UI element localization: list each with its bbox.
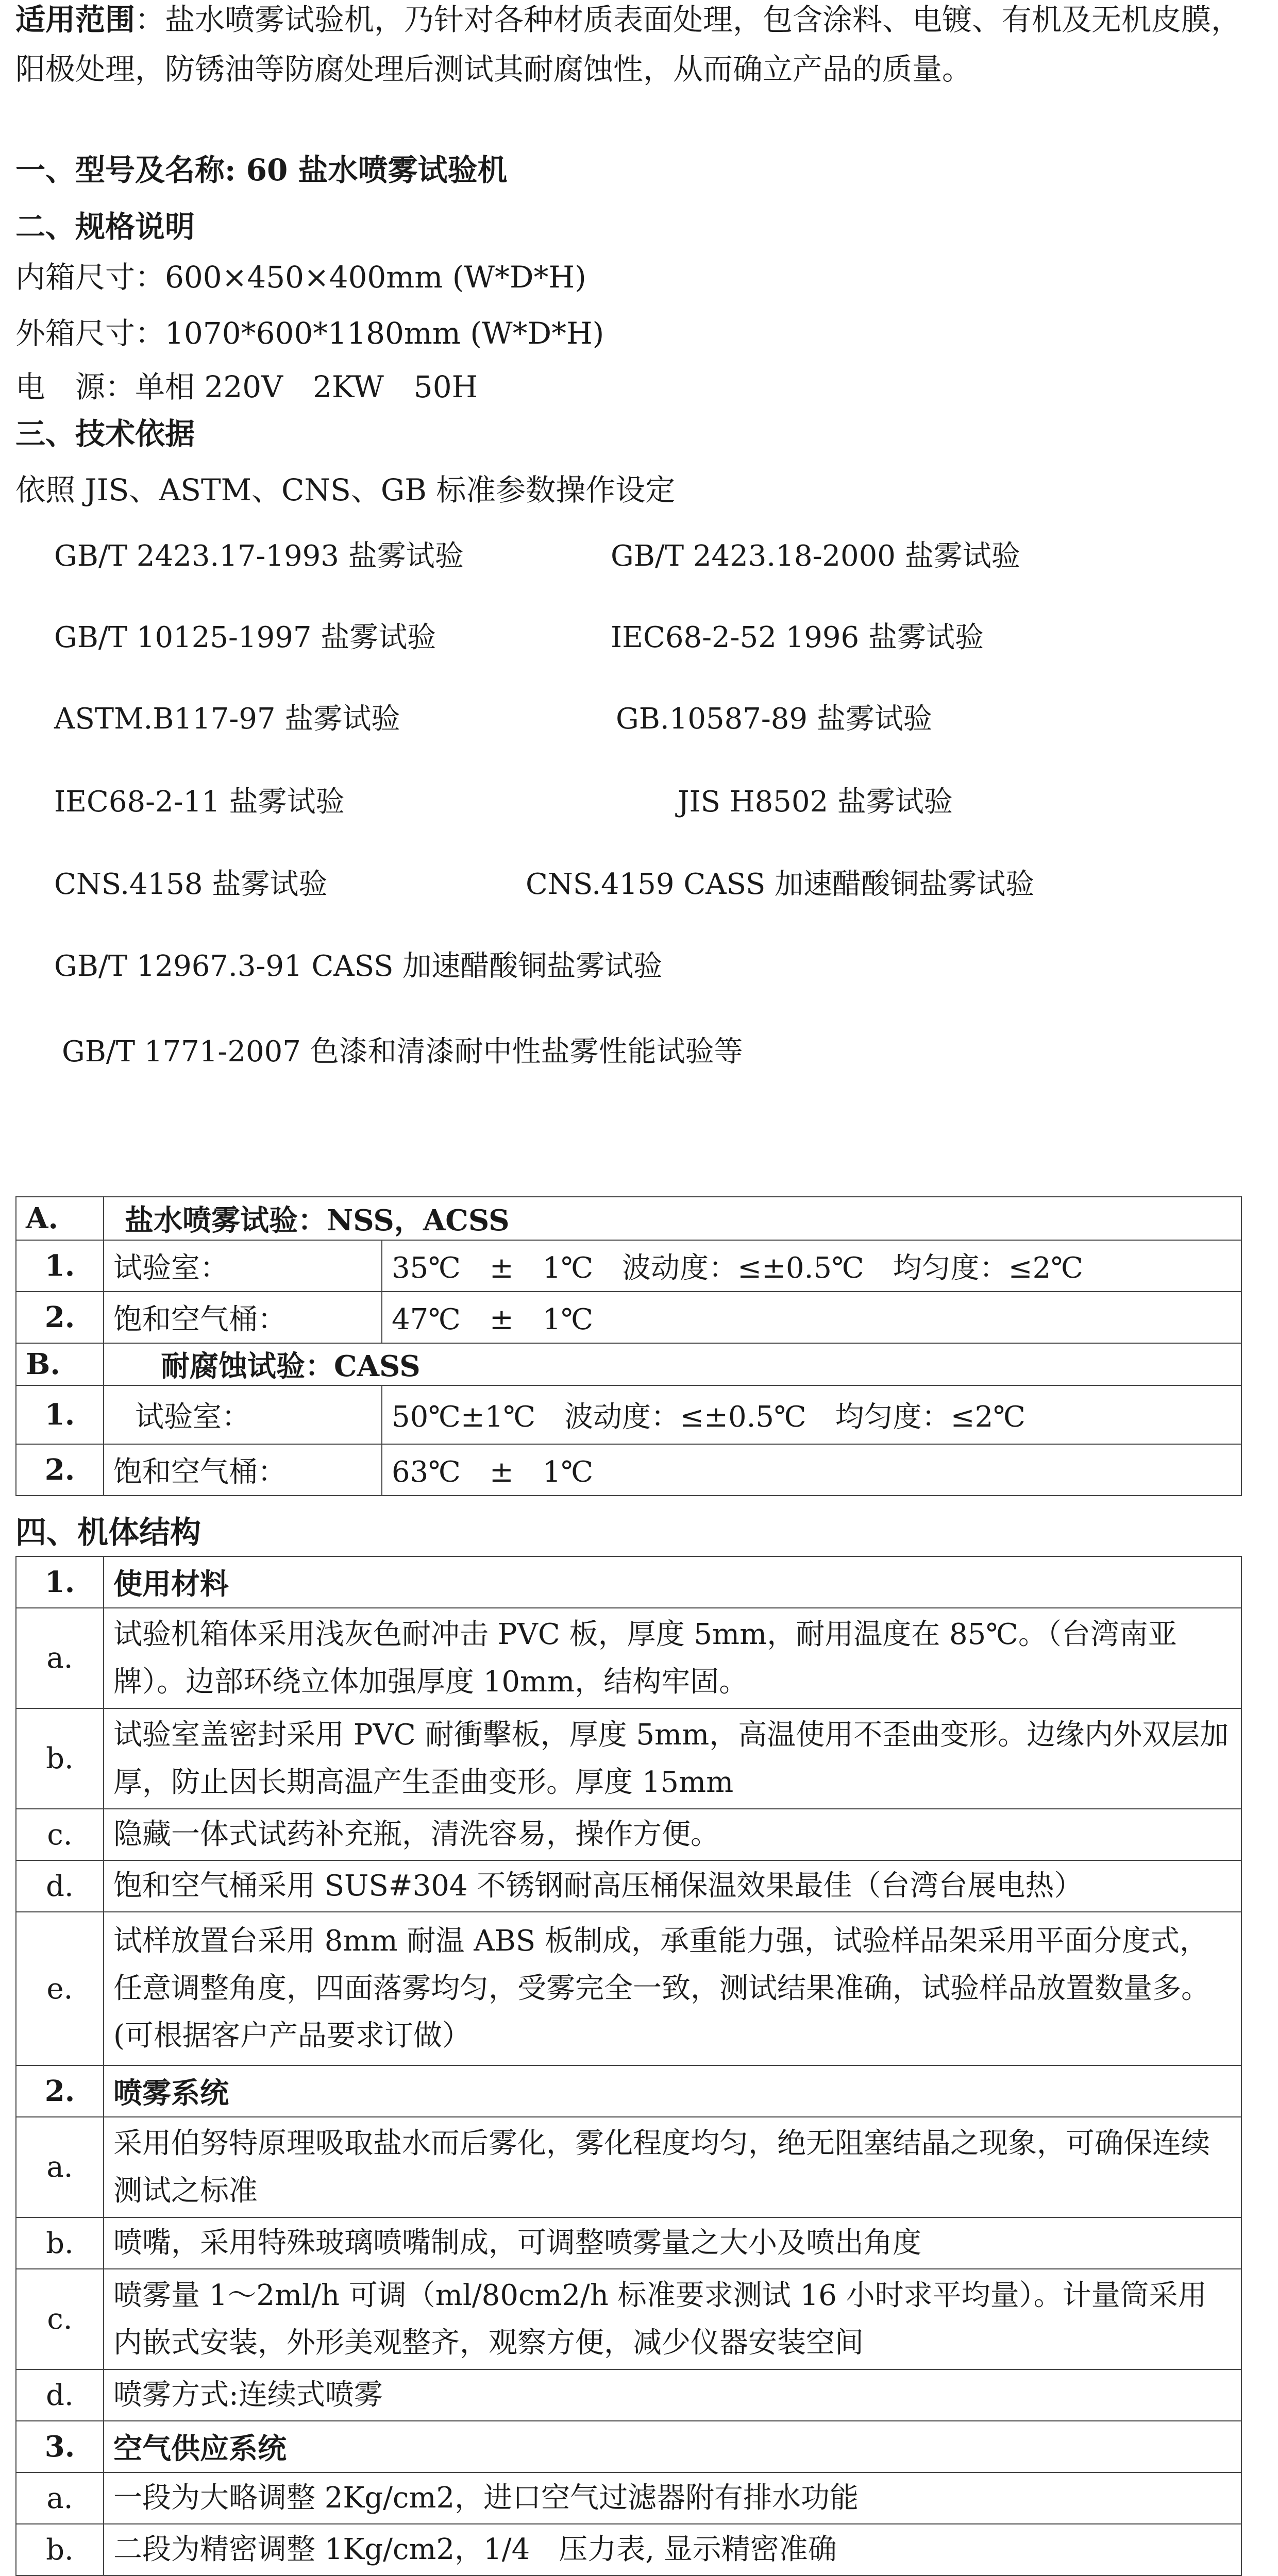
structure-group-row: [16, 2421, 1241, 2472]
test-a-row-value: 35℃ ± 1℃ 波动度：≤±0.5℃ 均匀度：≤2℃: [382, 1240, 1241, 1292]
item-text: 一段为大略调整 2Kg/cm2，进口空气过滤器附有排水功能: [104, 2472, 1241, 2524]
item-text: 饱和空气桶采用 SUS#304 不锈钢耐高压桶保温效果最佳（台湾台展电热）: [104, 1860, 1241, 1912]
structure-item-row: [16, 1860, 1241, 1912]
section-spec-heading: 二、规格说明: [15, 209, 195, 244]
item-text: 喷雾方式:连续式喷雾: [104, 2369, 1241, 2421]
item-text: 喷嘴，采用特殊玻璃喷嘴制成，可调整喷雾量之大小及喷出角度: [104, 2217, 1241, 2269]
test-b-row-value: 50℃±1℃ 波动度：≤±0.5℃ 均匀度：≤2℃: [382, 1385, 1241, 1444]
item-key: d.: [16, 1860, 104, 1912]
standard-item: GB/T 12967.3-91 CASS 加速醋酸铜盐雾试验: [54, 950, 663, 983]
structure-group-row: [16, 2065, 1241, 2117]
test-b-row-value: 63℃ ± 1℃: [382, 1444, 1241, 1496]
section-model: [15, 149, 508, 191]
section-basis-heading: 三、技术依据: [15, 416, 195, 451]
item-text: 隐藏一体式试药补充瓶，清洗容易，操作方便。: [104, 1809, 1241, 1860]
item-text: 试验机箱体采用浅灰色耐冲击 PVC 板，厚度 5mm，耐用温度在 85℃。（台湾南亚牌）。边部环绕立体加强厚度 10mm，结构牢固。: [104, 1608, 1241, 1708]
group-title: 喷雾系统: [104, 2065, 1241, 2117]
standard-item: CNS.4158 盐雾试验: [54, 868, 328, 901]
test-b-title: 耐腐蚀试验：CASS: [104, 1343, 1241, 1385]
item-key: c.: [16, 2269, 104, 2369]
standard-item: GB/T 2423.18-2000 盐雾试验: [611, 539, 1020, 573]
standard-item: ASTM.B117-97 盐雾试验: [54, 702, 400, 736]
item-text: 试样放置台采用 8mm 耐温 ABS 板制成，承重能力强，试验样品架采用平面分度式，任意调整角度，四面落雾均匀，受雾完全一致，测试结果准确，试验样品放置数量多。(可根据客户产品要求订做）: [104, 1912, 1241, 2065]
test-a-row-value: 47℃ ± 1℃: [382, 1292, 1241, 1343]
group-number: 1.: [16, 1556, 104, 1608]
item-key: c.: [16, 1809, 104, 1860]
item-text: 试验室盖密封采用 PVC 耐衝擊板，厚度 5mm，高温使用不歪曲变形。边缘内外双层加厚，防止因长期高温产生歪曲变形。厚度 15mm: [104, 1708, 1241, 1809]
structure-item-row: [16, 2524, 1241, 2575]
item-key: a.: [16, 2472, 104, 2524]
test-a-title: 盐水喷雾试验：NSS，ACSS: [104, 1197, 1241, 1240]
section-model-label: 一、型号及名称:: [15, 152, 236, 188]
structure-item-row: [16, 1608, 1241, 1708]
test-conditions-table: [15, 1196, 1242, 1496]
standard-item: GB/T 2423.17-1993 盐雾试验: [54, 539, 464, 573]
structure-item-row: [16, 2369, 1241, 2421]
standard-item: GB.10587-89 盐雾试验: [616, 702, 932, 736]
test-b-row-name: 试验室：: [104, 1385, 382, 1444]
intro-paragraph: [15, 0, 1263, 94]
group-title: 使用材料: [104, 1556, 1241, 1608]
spec-power: 电 源：单相 220V 2KW 50H: [15, 369, 478, 404]
test-a-row-name: 试验室：: [104, 1240, 382, 1292]
structure-item-row: [16, 2117, 1241, 2217]
standard-item: JIS H8502 盐雾试验: [678, 785, 953, 819]
standard-item: IEC68-2-11 盐雾试验: [54, 785, 345, 819]
structure-item-row: [16, 1809, 1241, 1860]
test-a-row: [16, 1292, 1241, 1343]
group-title: 空气供应系统: [104, 2421, 1241, 2472]
item-text: 二段为精密调整 1Kg/cm2，1/4 压力表, 显示精密准确: [104, 2524, 1241, 2575]
test-b-row-name: 饱和空气桶：: [104, 1444, 382, 1496]
standard-item: GB/T 10125-1997 盐雾试验: [54, 621, 436, 654]
group-number: 3.: [16, 2421, 104, 2472]
test-a-row: [16, 1240, 1241, 1292]
item-text: 采用伯努特原理吸取盐水而后雾化，雾化程度均匀，绝无阻塞结晶之现象，可确保连续测试之标准: [104, 2117, 1241, 2217]
standard-item: IEC68-2-52 1996 盐雾试验: [611, 621, 984, 654]
section-structure-heading: 四、机体结构: [15, 1515, 201, 1551]
structure-group-row: [16, 1556, 1241, 1608]
section-model-value: 60 盐水喷雾试验机: [246, 152, 508, 188]
basis-text: 依照 JIS、ASTM、CNS、GB 标准参数操作设定: [15, 472, 676, 507]
intro-label: 适用范围: [15, 2, 136, 37]
structure-item-row: [16, 2269, 1241, 2369]
test-b-row-number: 1.: [16, 1385, 104, 1444]
item-key: d.: [16, 2369, 104, 2421]
item-key: a.: [16, 2117, 104, 2217]
structure-item-row: [16, 1912, 1241, 2065]
intro-text: ：盐水喷雾试验机，乃针对各种材质表面处理，包含涂料、电镀、有机及无机皮膜，阳极处理，防锈油等防腐处理后测试其耐腐蚀性，从而确立产品的质量。: [15, 2, 1241, 87]
test-b-row: [16, 1385, 1241, 1444]
test-a-row-number: 1.: [16, 1240, 104, 1292]
test-a-number: A.: [16, 1197, 104, 1240]
item-key: a.: [16, 1608, 104, 1708]
item-text: 喷雾量 1～2ml/h 可调（ml/80cm2/h 标准要求测试 16 小时求平均量）。计量筒采用内嵌式安装，外形美观整齐，观察方便，减少仪器安装空间: [104, 2269, 1241, 2369]
standard-item: GB/T 1771-2007 色漆和清漆耐中性盐雾性能试验等: [62, 1035, 743, 1069]
item-key: b.: [16, 2524, 104, 2575]
spec-outer-size: 外箱尺寸：1070*600*1180mm (W*D*H): [15, 316, 604, 351]
item-key: b.: [16, 1708, 104, 1809]
item-key: e.: [16, 1912, 104, 2065]
structure-item-row: [16, 2472, 1241, 2524]
standard-item: CNS.4159 CASS 加速醋酸铜盐雾试验: [526, 868, 1035, 901]
item-key: b.: [16, 2217, 104, 2269]
spec-inner-size: 内箱尺寸：600×450×400mm (W*D*H): [15, 260, 586, 295]
structure-item-row: [16, 1708, 1241, 1809]
test-a-row-number: 2.: [16, 1292, 104, 1343]
group-number: 2.: [16, 2065, 104, 2117]
structure-item-row: [16, 2217, 1241, 2269]
test-b-row-number: 2.: [16, 1444, 104, 1496]
test-b-row: [16, 1444, 1241, 1496]
test-b-header-row: [16, 1343, 1241, 1385]
test-a-header-row: [16, 1197, 1241, 1240]
test-b-number: B.: [16, 1343, 104, 1385]
test-a-row-name: 饱和空气桶：: [104, 1292, 382, 1343]
structure-table: [15, 1556, 1242, 2576]
